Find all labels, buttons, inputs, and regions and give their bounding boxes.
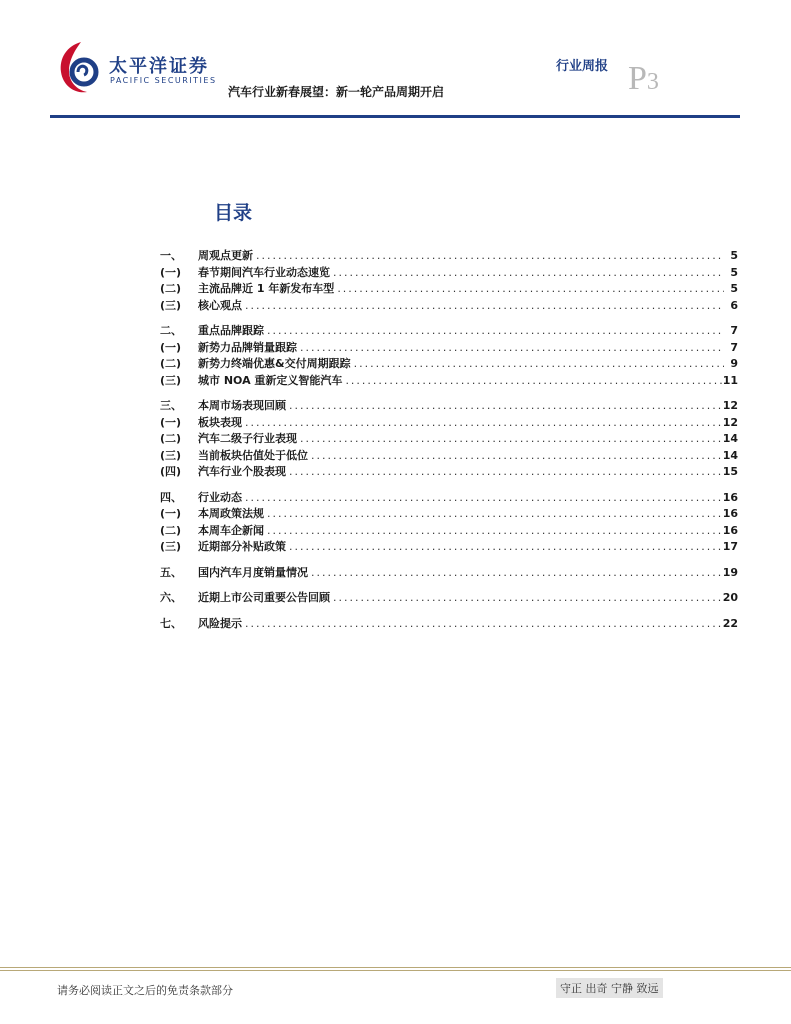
toc-entry-number: 二、 <box>160 324 182 337</box>
toc-entry-title: 当前板块估值处于低位 <box>198 448 308 462</box>
toc-entry[interactable] <box>160 489 738 506</box>
toc-entry[interactable] <box>160 247 738 264</box>
toc-entry-page: 16 <box>722 490 738 504</box>
toc-entry-title: 风险提示 <box>198 616 242 630</box>
toc-entry-title: 行业动态 <box>198 490 242 504</box>
toc-entry-number: (三) <box>160 373 182 387</box>
footer-disclaimer: 请务必阅读正文之后的免责条款部分 <box>57 984 233 997</box>
table-of-contents <box>160 247 738 631</box>
toc-entry-number: (一) <box>160 507 182 520</box>
toc-entry-page: 16 <box>722 507 738 520</box>
toc-entry-title: 本周市场表现回顾 <box>198 399 286 412</box>
toc-entry-number: 一、 <box>160 249 182 262</box>
toc-entry-page: 16 <box>722 523 738 537</box>
toc-entry-number: (二) <box>160 357 182 370</box>
toc-dot-leader <box>297 432 723 445</box>
toc-dot-leader <box>242 299 724 312</box>
toc-dot-leader <box>286 540 723 553</box>
footer-motto: 守正 出奇 宁静 致远 <box>556 978 663 998</box>
toc-dot-leader <box>351 357 724 370</box>
toc-entry-title: 近期上市公司重要公告回顾 <box>198 591 330 604</box>
toc-entry-title: 近期部分补贴政策 <box>198 540 286 553</box>
toc-entry-number: (一) <box>160 265 182 279</box>
toc-entry-title: 板块表现 <box>198 415 242 429</box>
toc-entry[interactable] <box>160 397 738 414</box>
report-title: 汽车行业新春展望：新一轮产品周期开启 <box>228 85 445 99</box>
toc-entry[interactable] <box>160 297 738 314</box>
toc-entry-number: (四) <box>160 465 182 478</box>
toc-entry-title: 汽车行业个股表现 <box>198 465 286 478</box>
toc-entry[interactable] <box>160 589 738 606</box>
toc-entry-page: 5 <box>730 265 738 279</box>
report-type-label: 行业周报 <box>556 59 609 74</box>
toc-dot-leader <box>308 566 723 579</box>
toc-entry-page: 7 <box>730 324 738 337</box>
toc-heading: 目录 <box>214 202 253 224</box>
toc-entry[interactable] <box>160 414 738 431</box>
toc-dot-leader <box>264 507 723 520</box>
toc-entry-title: 春节期间汽车行业动态速览 <box>198 265 330 279</box>
toc-entry-number: (一) <box>160 415 182 429</box>
toc-entry-page: 17 <box>722 540 738 553</box>
toc-entry-number: 六、 <box>160 591 182 604</box>
toc-entry-title: 城市 NOA 重新定义智能汽车 <box>198 373 343 387</box>
toc-dot-leader <box>330 591 723 604</box>
toc-entry-page: 5 <box>730 282 738 295</box>
pacific-securities-logo-icon <box>55 40 107 96</box>
toc-entry-title: 周观点更新 <box>198 249 253 262</box>
toc-entry-page: 5 <box>730 249 738 262</box>
toc-entry-number: 五、 <box>160 565 182 579</box>
footer-divider-top <box>0 967 791 968</box>
company-logo <box>55 40 215 96</box>
toc-entry-page: 22 <box>722 616 738 630</box>
toc-entry[interactable] <box>160 564 738 581</box>
header-divider <box>50 115 740 118</box>
toc-entry-title: 本周车企新闻 <box>198 523 264 537</box>
toc-dot-leader <box>264 324 724 337</box>
page-number: 3 <box>646 69 659 95</box>
toc-entry[interactable] <box>160 447 738 464</box>
toc-entry-page: 9 <box>730 357 738 370</box>
toc-entry[interactable] <box>160 355 738 372</box>
toc-dot-leader <box>286 399 723 412</box>
toc-dot-leader <box>308 449 723 462</box>
logo-chinese-name: 太平洋证券 <box>109 56 209 77</box>
toc-entry[interactable] <box>160 372 738 389</box>
toc-entry-number: (一) <box>160 340 182 354</box>
toc-dot-leader <box>253 249 724 262</box>
page-indicator <box>628 62 659 96</box>
toc-entry[interactable] <box>160 322 738 339</box>
toc-dot-leader <box>242 416 723 429</box>
toc-entry-title: 重点品牌跟踪 <box>198 324 264 337</box>
toc-entry-number: (三) <box>160 540 182 553</box>
toc-entry[interactable] <box>160 615 738 632</box>
toc-entry-page: 7 <box>730 340 738 354</box>
toc-dot-leader <box>242 617 723 630</box>
toc-dot-leader <box>264 524 723 537</box>
toc-entry-page: 11 <box>722 373 738 387</box>
toc-entry-title: 国内汽车月度销量情况 <box>198 565 308 579</box>
toc-entry-number: 七、 <box>160 616 182 630</box>
toc-entry-page: 14 <box>722 448 738 462</box>
toc-entry[interactable] <box>160 538 738 555</box>
toc-entry-title: 汽车二级子行业表现 <box>198 432 297 445</box>
toc-dot-leader <box>286 465 723 478</box>
toc-entry-page: 14 <box>722 432 738 445</box>
toc-dot-leader <box>297 341 724 354</box>
toc-entry-page: 15 <box>722 465 738 478</box>
toc-entry[interactable] <box>160 339 738 356</box>
toc-entry-number: (二) <box>160 523 182 537</box>
toc-entry-number: (三) <box>160 448 182 462</box>
toc-entry-page: 6 <box>730 298 738 312</box>
toc-dot-leader <box>330 266 724 279</box>
toc-entry[interactable] <box>160 264 738 281</box>
toc-dot-leader <box>342 374 722 387</box>
toc-entry[interactable] <box>160 522 738 539</box>
toc-entry-page: 12 <box>722 415 738 429</box>
toc-entry-number: (三) <box>160 298 182 312</box>
toc-entry-page: 12 <box>722 399 738 412</box>
toc-entry-title: 主流品牌近 1 年新发布车型 <box>198 282 335 295</box>
toc-entry[interactable] <box>160 280 738 297</box>
toc-entry-number: 四、 <box>160 490 182 504</box>
toc-entry-title: 本周政策法规 <box>198 507 264 520</box>
toc-entry[interactable] <box>160 505 738 522</box>
toc-entry-title: 新势力品牌销量跟踪 <box>198 340 297 354</box>
toc-entry-number: (二) <box>160 282 182 295</box>
footer-divider-bottom <box>0 970 791 971</box>
logo-english-name: PACIFIC SECURITIES <box>110 76 217 85</box>
toc-dot-leader <box>242 491 723 504</box>
toc-entry-title: 核心观点 <box>198 298 242 312</box>
toc-entry-page: 19 <box>722 565 738 579</box>
toc-entry[interactable] <box>160 430 738 447</box>
toc-entry-number: (二) <box>160 432 182 445</box>
toc-entry-number: 三、 <box>160 399 182 412</box>
toc-dot-leader <box>334 282 724 295</box>
toc-entry-page: 20 <box>722 591 738 604</box>
toc-entry[interactable] <box>160 463 738 480</box>
toc-entry-title: 新势力终端优惠&交付周期跟踪 <box>198 357 351 370</box>
page-letter: P <box>628 60 647 97</box>
